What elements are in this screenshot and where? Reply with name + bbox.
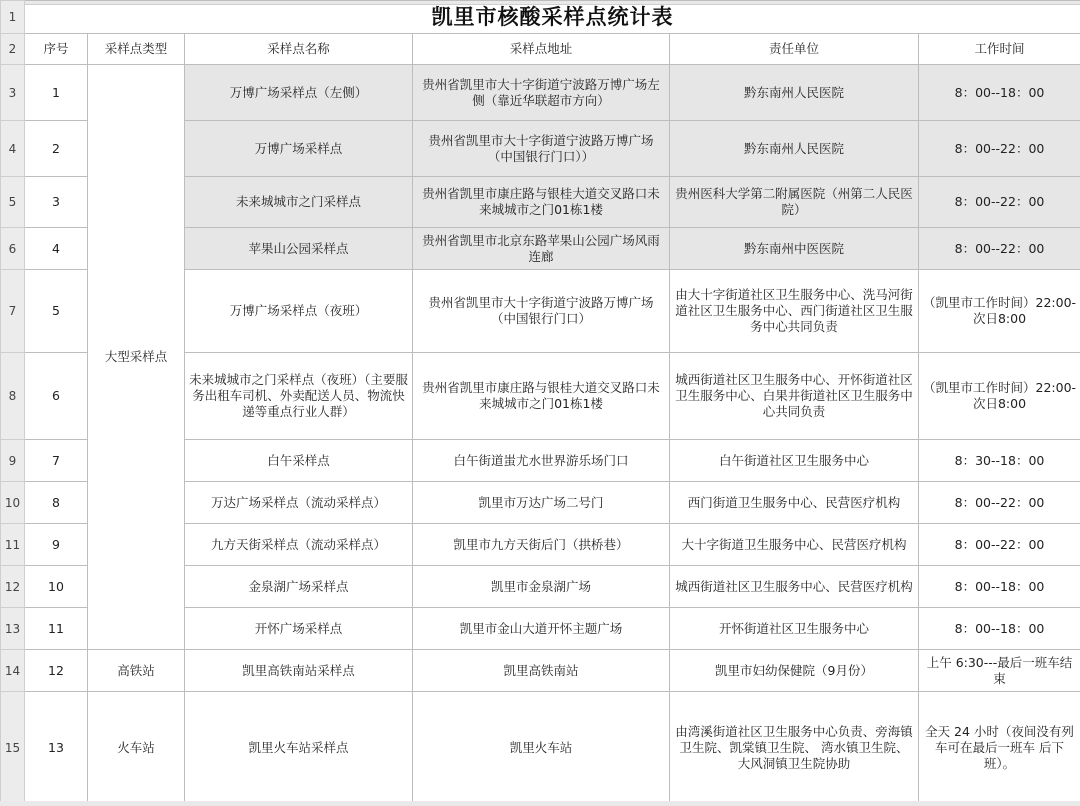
row-header[interactable]: 3: [1, 65, 25, 121]
row-header[interactable]: 8: [1, 353, 25, 440]
cell-unit[interactable]: 黔东南州人民医院: [670, 121, 919, 177]
cell-address[interactable]: 凯里高铁南站: [413, 650, 670, 692]
cell-no[interactable]: 2: [25, 121, 88, 177]
cell-name[interactable]: 九方天街采样点（流动采样点）: [185, 524, 413, 566]
cell-address[interactable]: 贵州省凯里市大十字街道宁波路万博广场（中国银行门口））: [413, 121, 670, 177]
cell-address[interactable]: 贵州省凯里市康庄路与银桂大道交叉路口未来城城市之门01栋1楼: [413, 177, 670, 228]
cell-no[interactable]: 12: [25, 650, 88, 692]
cell-no[interactable]: 10: [25, 566, 88, 608]
cell-name[interactable]: 凯里火车站采样点: [185, 692, 413, 804]
cell-time[interactable]: 8：30--18：00: [919, 440, 1080, 482]
cell-address[interactable]: 白午街道蚩尤水世界游乐场门口: [413, 440, 670, 482]
table-row: [1, 650, 1080, 692]
header-no[interactable]: 序号: [25, 34, 88, 65]
row-header[interactable]: 5: [1, 177, 25, 228]
row-header[interactable]: 14: [1, 650, 25, 692]
cell-name[interactable]: 万博广场采样点（左侧）: [185, 65, 413, 121]
row-header[interactable]: 6: [1, 228, 25, 270]
row-header[interactable]: 7: [1, 270, 25, 353]
cell-name[interactable]: 白午采样点: [185, 440, 413, 482]
cell-address[interactable]: 贵州省凯里市大十字街道宁波路万博广场（中国银行门口）: [413, 270, 670, 353]
cell-name[interactable]: 万博广场采样点: [185, 121, 413, 177]
sheet-title[interactable]: 凯里市核酸采样点统计表: [25, 1, 1080, 34]
cell-address[interactable]: 贵州省凯里市大十字街道宁波路万博广场左侧（靠近华联超市方向）: [413, 65, 670, 121]
row-header[interactable]: 9: [1, 440, 25, 482]
cell-no[interactable]: 5: [25, 270, 88, 353]
cell-address[interactable]: 贵州省凯里市康庄路与银桂大道交叉路口未来城城市之门01栋1楼: [413, 353, 670, 440]
cell-address[interactable]: 凯里火车站: [413, 692, 670, 804]
cell-time[interactable]: 8：00--22：00: [919, 524, 1080, 566]
header-name[interactable]: 采样点名称: [185, 34, 413, 65]
cell-name[interactable]: 未来城城市之门采样点: [185, 177, 413, 228]
cell-address[interactable]: 凯里市万达广场二号门: [413, 482, 670, 524]
cell-unit[interactable]: 由湾溪街道社区卫生服务中心负责、旁海镇卫生院、凯棠镇卫生院、 湾水镇卫生院、大风洞镇卫生院协助: [670, 692, 919, 804]
cell-unit[interactable]: 由大十字街道社区卫生服务中心、洗马河街道社区卫生服务中心、西门街道社区卫生服务中心共同负责: [670, 270, 919, 353]
cell-unit[interactable]: 黔东南州人民医院: [670, 65, 919, 121]
row-header[interactable]: 4: [1, 121, 25, 177]
cell-unit[interactable]: 黔东南州中医医院: [670, 228, 919, 270]
cell-no[interactable]: 13: [25, 692, 88, 804]
row-header[interactable]: 15: [1, 692, 25, 804]
row-header[interactable]: 1: [1, 1, 25, 34]
cell-no[interactable]: 6: [25, 353, 88, 440]
cell-time[interactable]: 8：00--18：00: [919, 566, 1080, 608]
cell-type-hsr[interactable]: 高铁站: [88, 650, 185, 692]
cell-address[interactable]: 贵州省凯里市北京东路苹果山公园广场风雨连廊: [413, 228, 670, 270]
cell-unit[interactable]: 城西街道社区卫生服务中心、民营医疗机构: [670, 566, 919, 608]
cell-time[interactable]: 8：00--22：00: [919, 121, 1080, 177]
row-header[interactable]: 12: [1, 566, 25, 608]
cell-address[interactable]: 凯里市九方天街后门（拱桥巷）: [413, 524, 670, 566]
cell-no[interactable]: 4: [25, 228, 88, 270]
cell-time[interactable]: （凯里市工作时间）22:00-次日8:00: [919, 353, 1080, 440]
row-header[interactable]: 10: [1, 482, 25, 524]
cell-name[interactable]: 未来城城市之门采样点（夜班）（主要服务出租车司机、外卖配送人员、物流快递等重点行业人群）: [185, 353, 413, 440]
cell-no[interactable]: 3: [25, 177, 88, 228]
cell-time[interactable]: 8：00--18：00: [919, 65, 1080, 121]
cell-unit[interactable]: 城西街道社区卫生服务中心、开怀街道社区卫生服务中心、白果井街道社区卫生服务中心共同负责: [670, 353, 919, 440]
cell-time[interactable]: 全天 24 小时（夜间没有列车可在最后一班车 后下班）。: [919, 692, 1080, 804]
cell-name[interactable]: 苹果山公园采样点: [185, 228, 413, 270]
cell-name[interactable]: 凯里高铁南站采样点: [185, 650, 413, 692]
row-header[interactable]: 13: [1, 608, 25, 650]
cell-type-train[interactable]: 火车站: [88, 692, 185, 804]
table-row: [1, 65, 1080, 121]
cell-unit[interactable]: 西门街道卫生服务中心、民营医疗机构: [670, 482, 919, 524]
cell-name[interactable]: 万博广场采样点（夜班）: [185, 270, 413, 353]
cell-address[interactable]: 凯里市金山大道开怀主题广场: [413, 608, 670, 650]
header-address[interactable]: 采样点地址: [413, 34, 670, 65]
cell-no[interactable]: 1: [25, 65, 88, 121]
cell-no[interactable]: 9: [25, 524, 88, 566]
cell-address[interactable]: 凯里市金泉湖广场: [413, 566, 670, 608]
header-type[interactable]: 采样点类型: [88, 34, 185, 65]
cell-name[interactable]: 开怀广场采样点: [185, 608, 413, 650]
row-header[interactable]: 2: [1, 34, 25, 65]
cell-unit[interactable]: 白午街道社区卫生服务中心: [670, 440, 919, 482]
cell-time[interactable]: （凯里市工作时间）22:00-次日8:00: [919, 270, 1080, 353]
cell-unit[interactable]: 大十字街道卫生服务中心、民营医疗机构: [670, 524, 919, 566]
cell-type-large[interactable]: 大型采样点: [88, 65, 185, 650]
sheet-bottom-strip: [0, 801, 1080, 806]
cell-time[interactable]: 8：00--22：00: [919, 177, 1080, 228]
cell-time[interactable]: 8：00--22：00: [919, 228, 1080, 270]
cell-no[interactable]: 8: [25, 482, 88, 524]
cell-time[interactable]: 8：00--18：00: [919, 608, 1080, 650]
cell-time[interactable]: 8：00--22：00: [919, 482, 1080, 524]
cell-no[interactable]: 11: [25, 608, 88, 650]
header-time[interactable]: 工作时间: [919, 34, 1080, 65]
cell-name[interactable]: 万达广场采样点（流动采样点）: [185, 482, 413, 524]
table-row: [1, 692, 1080, 804]
row-header[interactable]: 11: [1, 524, 25, 566]
cell-name[interactable]: 金泉湖广场采样点: [185, 566, 413, 608]
cell-time[interactable]: 上午 6:30---最后一班车结束: [919, 650, 1080, 692]
cell-unit[interactable]: 开怀街道社区卫生服务中心: [670, 608, 919, 650]
cell-unit[interactable]: 贵州医科大学第二附属医院（州第二人民医院）: [670, 177, 919, 228]
cell-no[interactable]: 7: [25, 440, 88, 482]
cell-unit[interactable]: 凯里市妇幼保健院（9月份）: [670, 650, 919, 692]
header-unit[interactable]: 责任单位: [670, 34, 919, 65]
